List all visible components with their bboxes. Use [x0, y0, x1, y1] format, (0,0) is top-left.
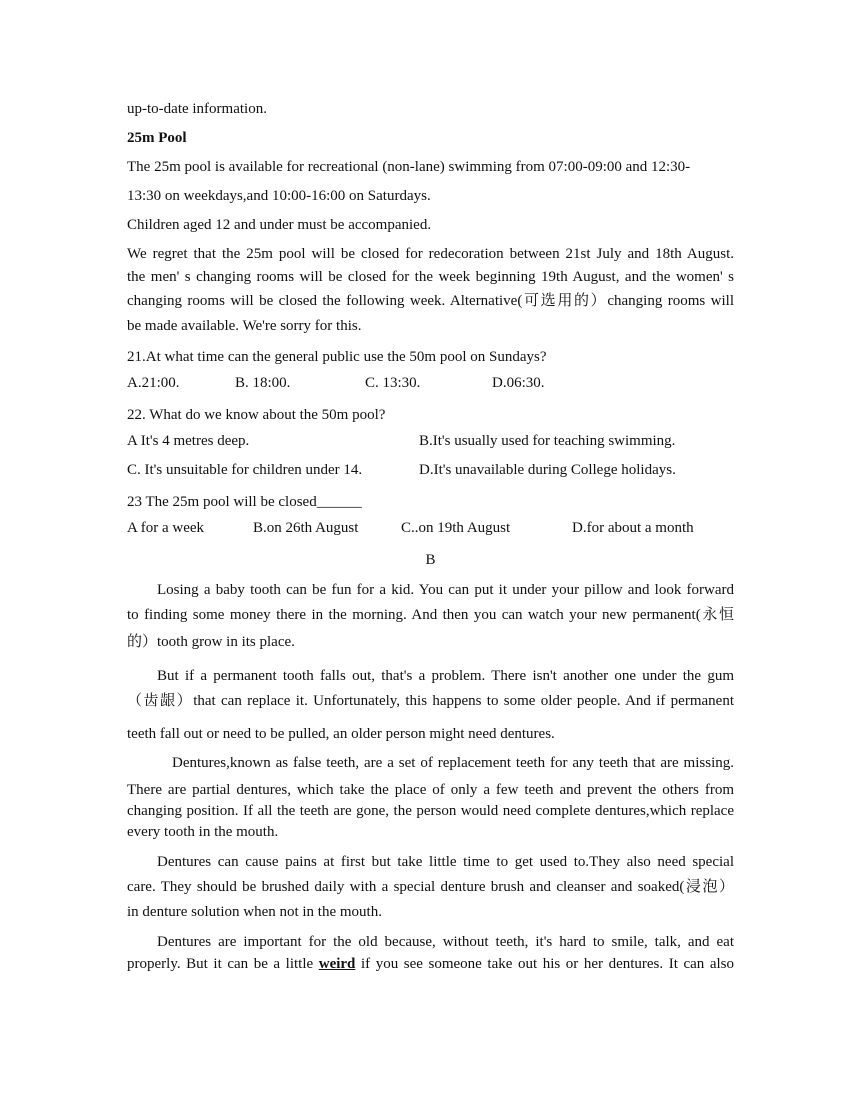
option-b: B. 18:00. [235, 375, 291, 391]
intro-line: up-to-date information. [127, 101, 267, 117]
option-c: C. It's unsuitable for children under 14. [127, 462, 363, 478]
paragraph-line: Losing a baby tooth can be fun for a kid. You can put it under your pillow and look forward [157, 582, 734, 598]
option-c: C. 13:30. [365, 375, 421, 391]
paragraph-line: 的）tooth grow in its place. [127, 634, 295, 650]
option-c: C..on 19th August [401, 520, 511, 536]
paragraph-line: We regret that the 25m pool will be closed for redecoration between 21st July and 18th August. [127, 246, 734, 262]
paragraph-permanent-tooth [127, 664, 734, 745]
paragraph-dentures [127, 752, 734, 843]
option-a: A.21:00. [127, 375, 180, 391]
question-22-options-row-2 [127, 462, 734, 484]
paragraph-line-with-keyword [127, 953, 734, 975]
question-21-options [127, 375, 734, 397]
paragraph-line: changing rooms will be closed the following week. Alternative(可选用的）changing rooms will [127, 293, 734, 309]
option-d: D.It's unavailable during College holidays. [419, 462, 676, 478]
option-b: B.It's usually used for teaching swimming. [419, 433, 676, 449]
paragraph-line: to finding some money there in the morning. And then you can watch your new permanent(永恒 [127, 607, 734, 623]
paragraph-denture-care [127, 850, 734, 925]
question-21-stem: 21.At what time can the general public use the 50m pool on Sundays? [127, 349, 547, 365]
paragraph-line: care. They should be brushed daily with a special denture brush and cleanser and soaked(浸泡） [127, 879, 734, 895]
section-heading-25m-pool: 25m Pool [127, 130, 187, 146]
paragraph-line: teeth fall out or need to be pulled, an older person might need dentures. [127, 726, 555, 742]
paragraph-line: （齿龈）that can replace it. Unfortunately, this happens to some older people. And if permanent [127, 693, 734, 709]
option-d: D.06:30. [492, 375, 545, 391]
option-d: D.for about a month [572, 520, 694, 536]
paragraph-line: Dentures are important for the old because, without teeth, it's hard to smile, talk, and eat [157, 934, 734, 950]
paragraph-line: Dentures,known as false teeth, are a set of replacement teeth for any teeth that are missing. [172, 755, 734, 771]
paragraph-line: the men' s changing rooms will be closed for the week beginning 19th August, and the women' s [127, 269, 734, 285]
paragraph-line: Children aged 12 and under must be accompanied. [127, 217, 432, 233]
section-label-b: B [425, 552, 436, 568]
paragraph-text: There are partial dentures, which take the place of only a few teeth and prevent the others from changing position. If all the teeth are gone, the person would need complete dentures,which replace every tooth in the mouth. [127, 782, 734, 840]
paragraph-redecoration [127, 243, 734, 339]
paragraph-line: But if a permanent tooth falls out, that's a problem. There isn't another one under the gum [157, 668, 734, 684]
option-a: A It's 4 metres deep. [127, 433, 250, 449]
paragraph-line: in denture solution when not in the mouth. [127, 904, 382, 920]
paragraph-line: 13:30 on weekdays,and 10:00-16:00 on Saturdays. [127, 188, 431, 204]
paragraph-importance [127, 931, 734, 975]
paragraph-baby-tooth [127, 578, 734, 656]
paragraph-line: be made available. We're sorry for this. [127, 318, 362, 334]
question-22-options-row-1 [127, 433, 734, 455]
document-page [127, 98, 734, 975]
text-before: properly. But it can be a little [127, 956, 314, 972]
paragraph-line: Dentures can cause pains at first but take little time to get used to.They also need special [157, 854, 734, 870]
question-23-options [127, 520, 734, 542]
option-a: A for a week [127, 520, 205, 536]
option-b: B.on 26th August [253, 520, 359, 536]
question-22-stem: 22. What do we know about the 50m pool? [127, 407, 386, 423]
text-after: if you see someone take out his or her dentures. It can also [360, 956, 734, 972]
keyword-weird: weird [318, 956, 356, 972]
paragraph-line: The 25m pool is available for recreational (non-lane) swimming from 07:00-09:00 and 12:30- [127, 159, 691, 175]
question-23-stem: 23 The 25m pool will be closed______ [127, 494, 362, 510]
